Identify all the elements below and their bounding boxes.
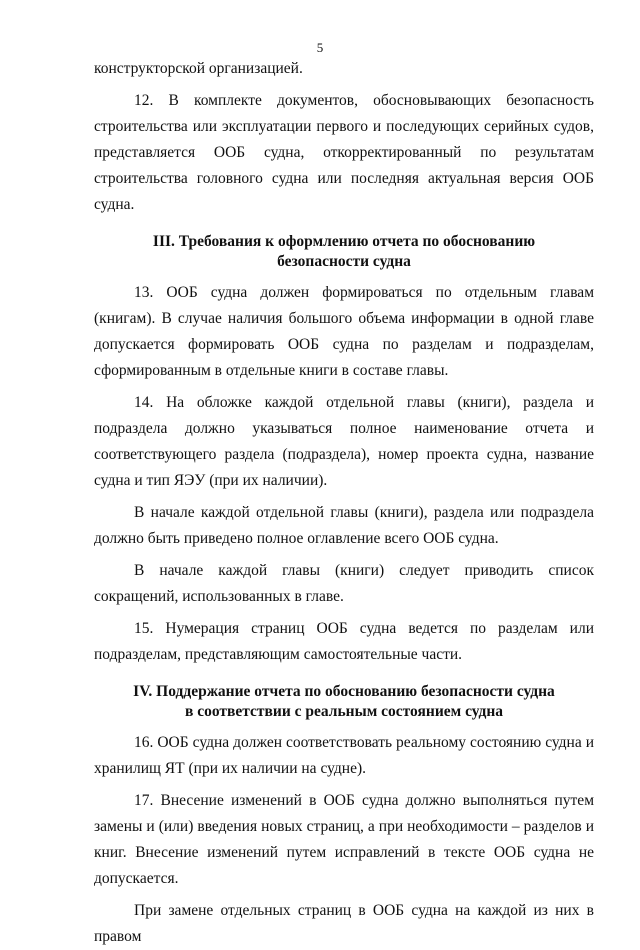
paragraph-17: 17. Внесение изменений в ООБ судна должно выполняться путем замены и (или) введения новых страниц, а при необходимости – разделов и книг. Внесение изменений путем исправлений в тексте ООБ судна не допускается. bbox=[94, 792, 594, 887]
paragraph-12: 12. В комплекте документов, обосновывающих безопасность строительства или эксплуатации первого и последующих серийных судов, представляется ООБ судна, откорректированный по результатам строительства головного судна или последняя актуальная версия ООБ судна. bbox=[94, 92, 594, 213]
paragraph-14-abbreviations: В начале каждой главы (книги) следует приводить список сокращений, использованных в главе. bbox=[94, 562, 594, 605]
page-number: 5 bbox=[316, 40, 324, 55]
section-heading-3-line2: безопасности судна bbox=[277, 253, 411, 270]
section-heading-3-line1: III. Требования к оформлению отчета по обоснованию bbox=[152, 233, 536, 250]
paragraph-continuation: конструкторской организацией. bbox=[94, 60, 303, 77]
paragraph-13: 13. ООБ судна должен формироваться по отдельным главам (книгам). В случае наличия большого объема информации в одной главе допускается формировать ООБ судна по разделам и подразделам, сформированным в отдельные книги в составе главы. bbox=[94, 284, 594, 379]
paragraph-17-replacement: При замене отдельных страниц в ООБ судна на каждой из них в правом bbox=[94, 902, 594, 945]
paragraph-14: 14. На обложке каждой отдельной главы (книги), раздела и подраздела должно указываться полное наименование отчета и соответствующего раздела (подраздела), номер проекта судна, название судна и тип ЯЭУ (при их наличии). bbox=[94, 394, 594, 489]
section-heading-4 bbox=[94, 682, 594, 722]
section-heading-4-line1: IV. Поддержание отчета по обоснованию безопасности судна bbox=[133, 683, 555, 700]
paragraph-16: 16. ООБ судна должен соответствовать реальному состоянию судна и хранилищ ЯТ (при их наличии на судне). bbox=[94, 734, 594, 777]
section-heading-4-line2: в соответствии с реальным состоянием судна bbox=[184, 703, 504, 720]
paragraph-14-contents: В начале каждой отдельной главы (книги), раздела или подраздела должно быть приведено полное оглавление всего ООБ судна. bbox=[94, 504, 594, 547]
section-heading-3 bbox=[94, 232, 594, 272]
paragraph-15: 15. Нумерация страниц ООБ судна ведется по разделам или подразделам, представляющим самостоятельные части. bbox=[94, 620, 594, 663]
page-content bbox=[94, 56, 594, 950]
